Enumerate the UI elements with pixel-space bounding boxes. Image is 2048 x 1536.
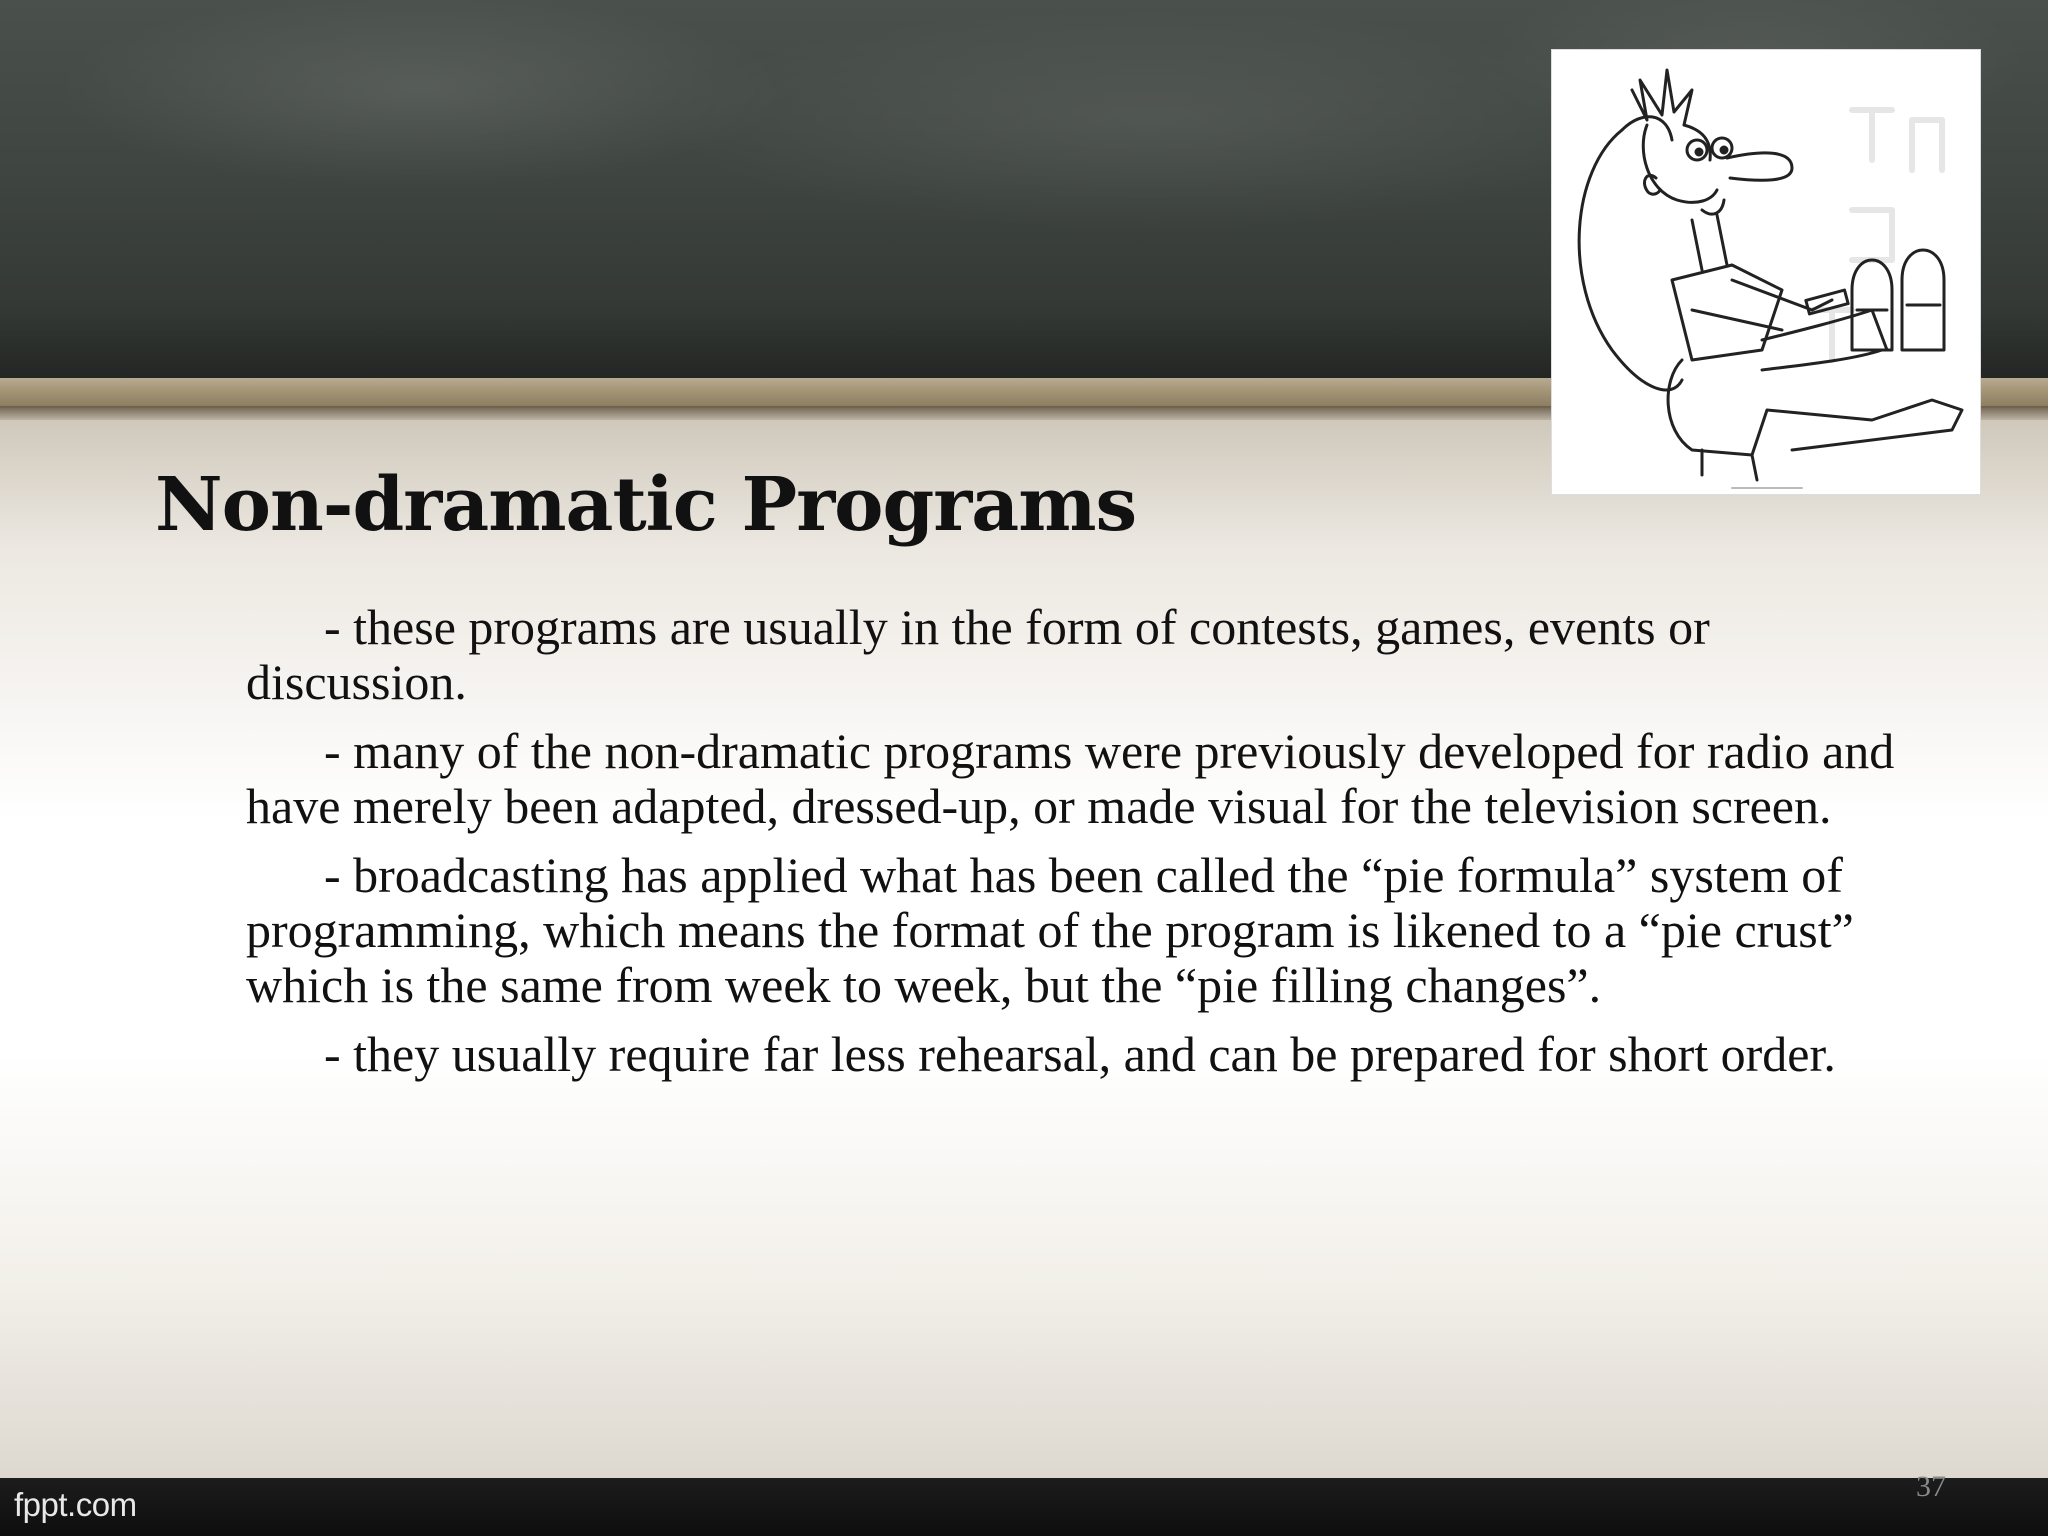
body-paragraph: - many of the non-dramatic programs were previously developed for radio and have merely been adapted, dressed-up, or made visual for the television screen.	[246, 723, 1895, 834]
cartoon-man-in-recliner-icon	[1552, 50, 1980, 494]
body-paragraph: - these programs are usually in the form of contests, games, events or discussion.	[246, 599, 1710, 710]
slide-title: Non-dramatic Programs	[155, 462, 1137, 548]
footer-bar	[0, 1478, 2048, 1536]
page-number: 37	[1916, 1470, 1946, 1503]
footer-brand: fppt.com	[14, 1486, 137, 1523]
body-paragraph: - broadcasting has applied what has been called the “pie formula” system of programming, which means the format of the program is likened to a “pie crust” which is the same from week to week, but the “pie filling changes”.	[246, 847, 1854, 1013]
body-paragraph: - they usually require far less rehearsal, and can be prepared for short order.	[324, 1026, 1836, 1082]
slide-body	[246, 600, 1906, 1096]
